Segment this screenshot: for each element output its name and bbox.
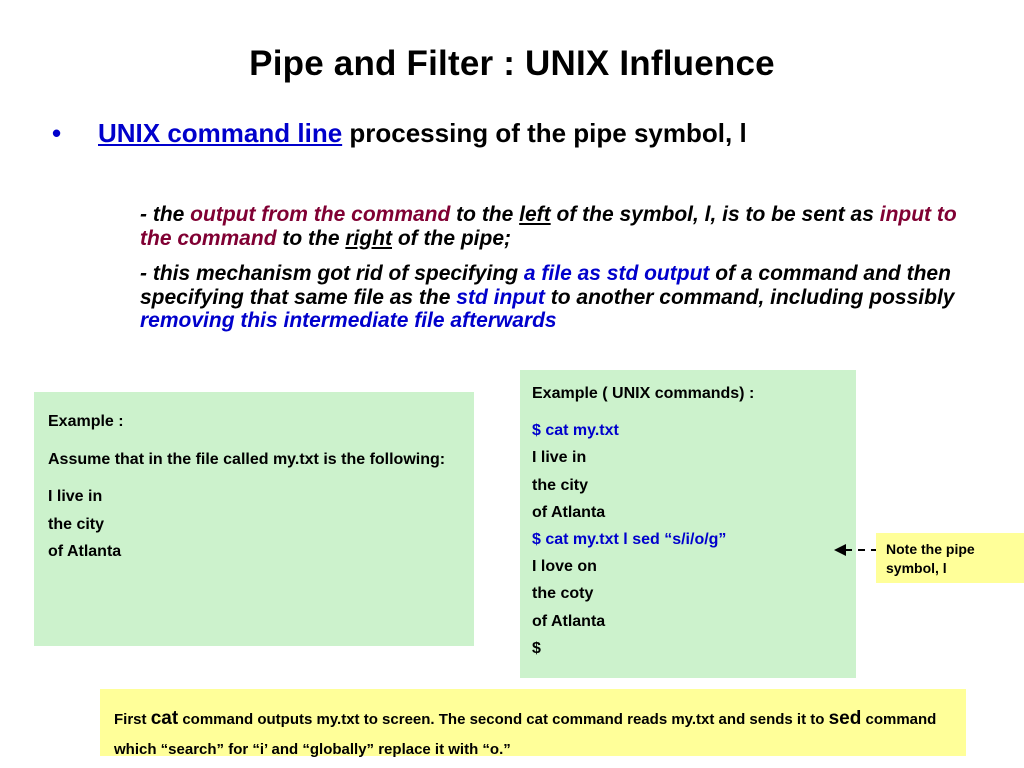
sub1-run-0: - the: [140, 203, 191, 226]
example-right-line: $: [532, 639, 541, 657]
sub2-run-2: of a command and then specifying that same file as the: [140, 262, 951, 309]
example-left-spacer-0: [48, 436, 460, 446]
example-left-line: Assume that in the file called my.txt is the following:: [48, 450, 446, 468]
sub1-run-2: to the: [450, 203, 520, 226]
sub1-run-3: left: [519, 203, 551, 226]
sub2-run-5: removing this intermediate file afterwards: [140, 309, 557, 333]
note-bottom-explanation: [100, 689, 966, 759]
sub2-run-3: std input: [456, 285, 545, 309]
note-bottom-run-3: sed: [828, 708, 862, 729]
dashed-arrow: [832, 542, 880, 558]
sub1-run-1: output from the command: [190, 203, 451, 226]
unix-command-line-link[interactable]: UNIX command line: [98, 118, 343, 148]
example-right-line: $ cat my.txt: [532, 422, 619, 440]
example-left-line: I live in: [48, 488, 103, 506]
page-title: Pipe and Filter : UNIX Influence: [249, 44, 775, 83]
note-bottom-run-2: command outputs my.txt to screen. The second cat command reads my.txt and sends it to: [178, 711, 829, 728]
example-right-heading: Example ( UNIX commands) :: [532, 385, 755, 402]
example-right-line: of Atlanta: [532, 612, 606, 630]
example-left-line: the city: [48, 515, 105, 533]
sub1-run-6: to the: [276, 226, 346, 250]
sub1-run-7: right: [345, 226, 393, 250]
example-right-box: [520, 370, 856, 678]
sub2-run-1: a file as std output: [523, 262, 710, 285]
sub1-run-4: of the symbol, l, is to be sent as: [550, 203, 880, 226]
example-right-line: the city: [532, 476, 589, 494]
example-right-line: $ cat my.txt l sed “s/i/o/g”: [532, 530, 727, 548]
sub2-run-4: to another command, including possibly: [544, 285, 955, 309]
sub-paragraph-1: [140, 203, 980, 250]
example-left-spacer-1: [48, 473, 460, 483]
sub2-run-0: - this mechanism got rid of specifying: [140, 262, 524, 285]
example-left-heading: Example :: [48, 413, 124, 430]
bullet-rest-text: processing of the pipe symbol, l: [342, 118, 747, 148]
sub1-run-8: of the pipe;: [392, 226, 512, 250]
example-left-line: of Atlanta: [48, 543, 122, 561]
example-left-lines: [48, 436, 460, 566]
example-right-line: I live in: [532, 449, 587, 467]
example-right-lines: [532, 407, 844, 662]
sub-paragraph-2: [140, 262, 980, 333]
note-bottom-run-1: cat: [150, 708, 179, 729]
example-right-line: of Atlanta: [532, 503, 606, 521]
sub1-run-5: input to the command: [140, 203, 957, 250]
note-pipe-symbol: Note the pipe symbol, l: [876, 533, 1024, 583]
bullet-marker: •: [52, 118, 62, 148]
example-right-spacer: [532, 407, 844, 417]
note-bottom-run-4: command which “search” for “i’ and “globally” replace it with “o.”: [114, 711, 937, 759]
note-bottom-run-0: First: [114, 711, 151, 728]
example-left-box: [34, 392, 474, 646]
example-right-line: I love on: [532, 558, 597, 576]
example-right-line: the coty: [532, 585, 594, 603]
bullet-text: [98, 118, 747, 149]
